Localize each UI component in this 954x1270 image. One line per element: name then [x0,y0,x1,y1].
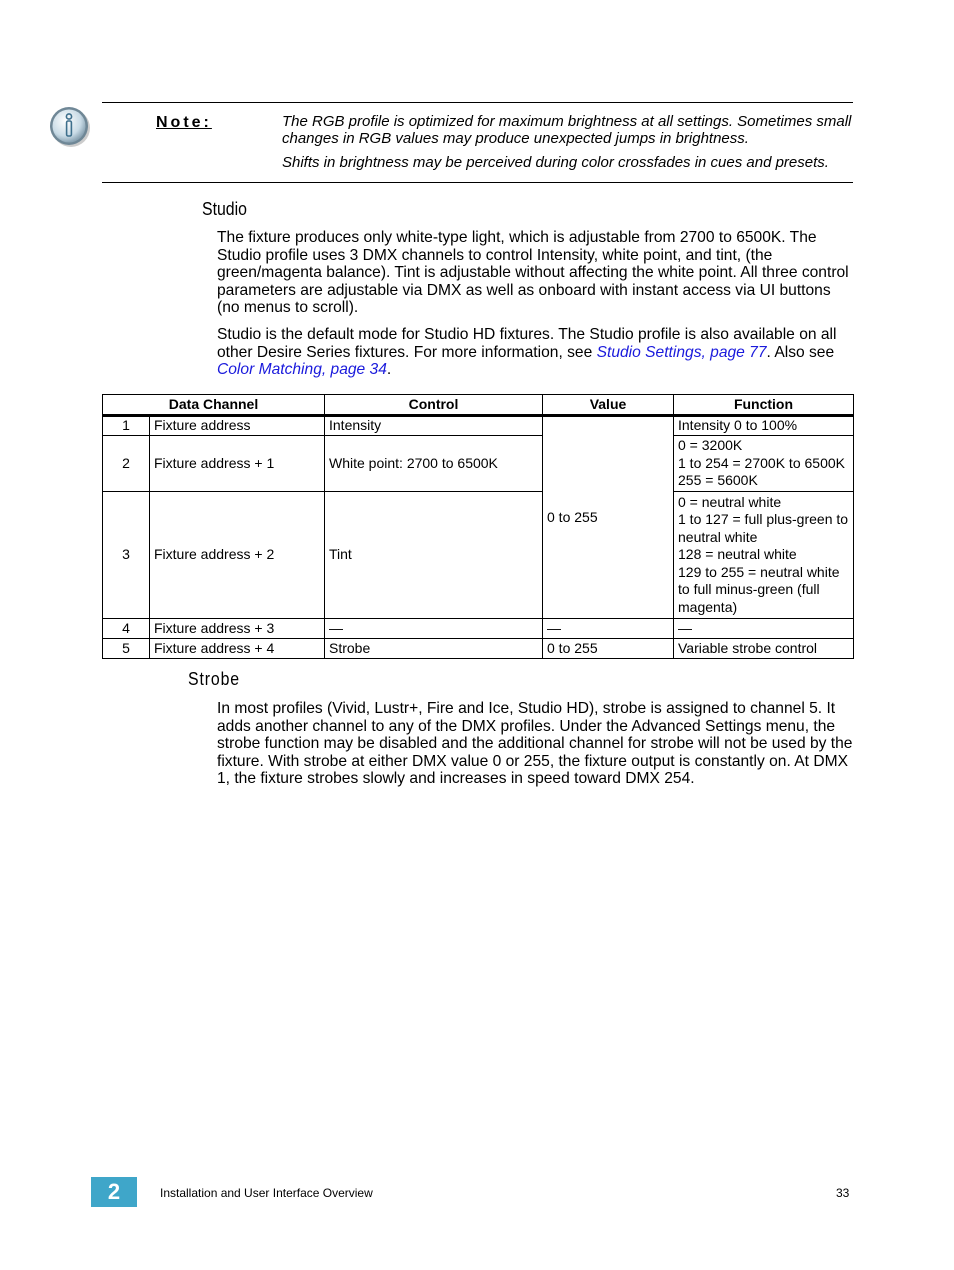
note-paragraph: The RGB profile is optimized for maximum brightness at all settings. Sometimes small changes in RGB values may produce unexpected jumps in brightness. [282,113,852,147]
table-header-row [103,395,854,416]
note-bottom-rule [102,182,853,183]
channel-value: 0 to 255 [543,639,674,659]
table-row [103,492,854,619]
strobe-body [217,700,857,797]
chapter-badge: 2 [91,1177,137,1207]
studio-paragraph-2: Studio is the default mode for Studio HD fixtures. The Studio profile is also available on all other Desire Series fixtures. For more information, see Studio Settings, page 77. Also see Color Matching, page 34. [217,325,837,379]
studio-settings-link[interactable]: Studio Settings, page 77 [596,343,767,361]
note-text [282,113,857,178]
channel-number: 5 [103,639,150,659]
channel-function: 0 = neutral white 1 to 127 = full plus-green to neutral white 128 = neutral white 129 to 255 = neutral white to full minus-green (full magenta) [674,492,854,619]
header-data-channel: Data Channel [103,395,325,416]
dmx-channel-table [102,394,854,659]
channel-address: Fixture address + 1 [150,436,325,492]
studio-paragraph-1: The fixture produces only white-type light, which is adjustable from 2700 to 6500K. The Studio profile uses 3 DMX channels to control Intensity, white point, and tint, (the green/magenta balance). Tint is adjustable without affecting the white point. All three control parameters are adjustable via DMX as well as onboard with instant access via UI buttons (no menus to scroll). [217,229,849,317]
channel-function: — [674,619,854,639]
footer-chapter-title: Installation and User Interface Overview [160,1186,373,1200]
channel-address: Fixture address + 3 [150,619,325,639]
note-top-rule [102,102,853,103]
channel-function: Intensity 0 to 100% [674,416,854,436]
channel-address: Fixture address + 4 [150,639,325,659]
channel-control: White point: 2700 to 6500K [325,436,543,492]
table-row [103,639,854,659]
channel-number: 2 [103,436,150,492]
color-matching-link[interactable]: Color Matching, page 34 [217,361,387,379]
header-function: Function [674,395,854,416]
header-control: Control [325,395,543,416]
channel-function: 0 = 3200K 1 to 254 = 2700K to 6500K 255 = 5600K [674,436,854,492]
channel-number: 3 [103,492,150,619]
page-number: 33 [836,1186,850,1200]
channel-value: — [543,619,674,639]
table-row [103,436,854,492]
channel-control: Tint [325,492,543,619]
studio-body [217,229,857,388]
table-row [103,416,854,436]
channel-address: Fixture address + 2 [150,492,325,619]
channel-value-shared: 0 to 255 [543,416,674,619]
table-row [103,619,854,639]
channel-control: Intensity [325,416,543,436]
note-label: Note: [156,114,212,131]
channel-number: 1 [103,416,150,436]
studio-heading: Studio [202,199,247,219]
header-value: Value [543,395,674,416]
strobe-heading: Strobe [188,669,240,689]
info-icon [48,104,92,148]
note-paragraph: Shifts in brightness may be perceived during color crossfades in cues and presets. [282,154,829,171]
strobe-paragraph: In most profiles (Vivid, Lustr+, Fire and Ice, Studio HD), strobe is assigned to channel 5. It adds another channel to any of the DMX profiles. Under the Advanced Settings menu, the strobe function may be disabled and the additional channel for strobe will not be used by the fixture. With strobe at either DMX value 0 or 255, the fixture output is constantly on. At DMX 1, the fixture strobes slowly and increases in speed toward DMX 254. [217,700,853,788]
channel-address: Fixture address [150,416,325,436]
channel-control: — [325,619,543,639]
channel-number: 4 [103,619,150,639]
channel-control: Strobe [325,639,543,659]
channel-function: Variable strobe control [674,639,854,659]
